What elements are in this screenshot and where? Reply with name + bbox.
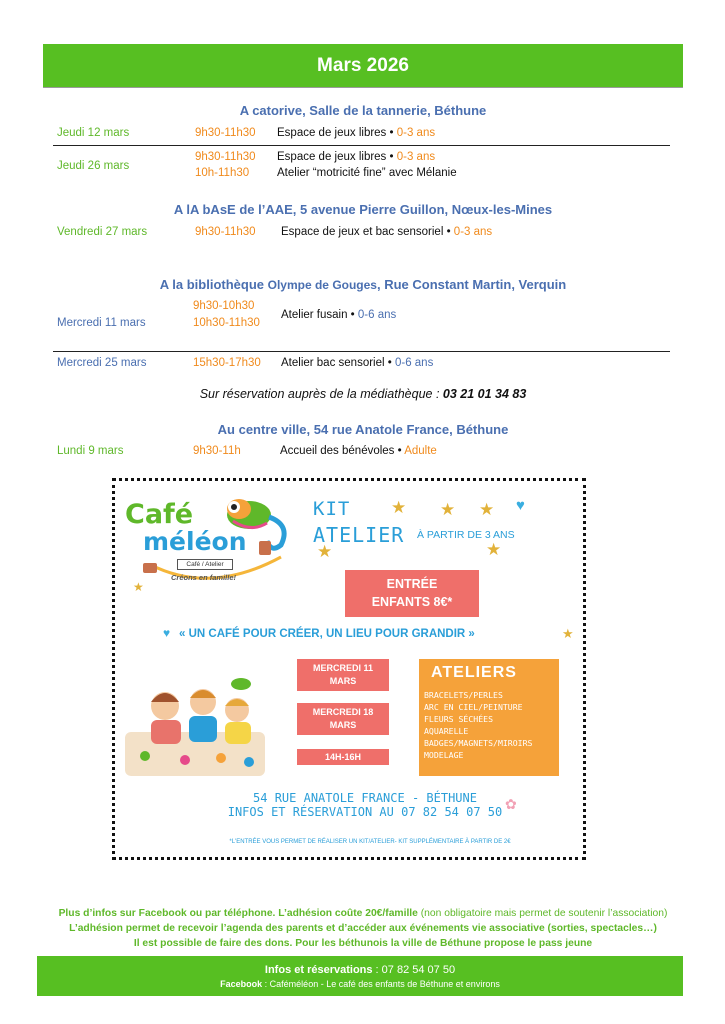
event-date: Jeudi 12 mars [57,127,130,139]
donation-info: Il est possible de faire des dons. Pour les béthunois la ville de Béthune propose le pass jeune [133,938,593,949]
logo-text-cafe: Café [125,499,194,530]
membership-benefits: L’adhésion permet de recevoir l’agenda des parents et d’accéder aux événements vie associative (sorties, spectacles…) [69,923,657,934]
event-age: 0-3 ans [396,127,436,139]
membership-info: Plus d’infos sur Facebook ou par téléphone. L’adhésion coûte 20€/famille (non obligatoire mais permet de soutenir l’association) [58,908,668,919]
address-line: 54 RUE ANATOLE FRANCE - BÉTHUNE [253,791,477,805]
atelier-item: BADGES/MAGNETS/MIROIRS [424,738,533,748]
entry-label: ENTRÉE [386,577,438,591]
event-date: Jeudi 26 mars [57,160,130,172]
event-date: Lundi 9 mars [57,445,124,457]
event-time: 10h30-11h30 [193,317,260,329]
ateliers-title: ATELIERS [431,664,517,681]
hours-badge: 14H-16H [297,749,389,765]
date-badge: MERCREDI 18 MARS [297,703,389,735]
venue-title: A lA bAsE de l’AAE, 5 avenue Pierre Guillon, Nœux-les-Mines [173,202,553,217]
star-icon: ★ [440,500,456,519]
flyer-address [175,791,555,819]
ateliers-box [419,659,559,776]
event-activity: Atelier bac sensoriel • 0-6 ans [281,357,434,369]
event-time: 9h30-11h30 [195,127,256,139]
footer-facebook: Facebook : Caféméléon - Le café des enfants de Béthune et environs [220,979,500,989]
footer-contact: Infos et réservations : 07 82 54 07 50 [264,964,456,976]
event-activity: Accueil des bénévoles • Adulte [280,445,437,457]
event-time: 15h30-17h30 [193,357,261,369]
atelier-title: ATELIER [313,523,405,547]
reservation-note: Sur réservation auprès de la médiathèque : 03 21 01 34 83 [199,387,527,401]
heart-icon: ♥ [163,626,171,640]
atelier-item: BRACELETS/PERLES [424,690,503,700]
event-date: Mercredi 11 mars [57,317,146,329]
age-note: À PARTIR DE 3 ANS [417,529,515,541]
event-time: 9h30-11h30 [195,226,256,238]
divider [53,351,670,352]
event-date: Mercredi 25 mars [57,357,147,369]
date-badge: MERCREDI 11 MARS [297,659,389,691]
event-age: 0-3 ans [453,226,493,238]
cafe-meleon-flyer [112,478,586,860]
star-icon: ★ [391,498,407,517]
footer-bar [37,956,683,996]
heart-icon: ♥ [516,497,525,514]
event-activity: Espace de jeux libres • 0-3 ans [277,127,436,139]
star-icon: ★ [486,540,502,559]
entry-price-badge [345,570,479,617]
event-age: Adulte [404,445,437,457]
children-crafting-illustration [125,676,265,776]
ateliers-list [424,689,532,761]
event-age: 0-3 ans [396,151,436,163]
event-time: 9h30-10h30 [193,300,255,312]
month-header [43,44,683,87]
event-time: 10h-11h30 [195,167,250,179]
contact-line: INFOS ET RÉSERVATION AU 07 82 54 07 50 [227,805,503,819]
event-activity: Espace de jeux et bac sensoriel • 0-3 ans [281,226,493,238]
divider [53,145,670,146]
star-icon: ★ [562,626,574,641]
kit-title: KIT [313,498,351,520]
event-activity: Atelier “motricité fine” avec Mélanie [277,167,457,179]
atelier-item: AQUARELLE [424,726,469,736]
logo-tag: Café / Atelier [177,559,233,570]
logo-slogan: Créons en famille! [171,573,237,582]
event-time: 9h30-11h [193,445,241,457]
atelier-item: ARC EN CIEL/PEINTURE [424,702,523,712]
venue-title: A la bibliothèque Olympe de Gouges, Rue Constant Martin, Verquin [159,277,567,292]
event-age: 0-6 ans [357,309,397,321]
venue-title: Au centre ville, 54 rue Anatole France, Béthune [217,422,509,437]
atelier-item: FLEURS SÉCHÉES [424,714,494,724]
event-activity: Espace de jeux libres • 0-3 ans [277,151,436,163]
star-icon: ★ [133,580,144,594]
reservation-phone: 03 21 01 34 83 [442,387,527,401]
star-icon: ★ [479,500,495,519]
month-title: Mars 2026 [317,54,409,76]
event-activity: Atelier fusain • 0-6 ans [281,309,397,321]
event-age: 0-6 ans [394,357,434,369]
venue-title: A catorive, Salle de la tannerie, Béthune [239,103,487,118]
cafe-meleon-logo [121,487,297,597]
star-icon: ★ [317,542,333,561]
atelier-item: MODELAGE [424,750,464,760]
header-divider [43,87,683,88]
entry-price: ENFANTS 8€* [371,595,453,609]
logo-text-meleon: méléon [143,527,247,556]
event-time: 9h30-11h30 [195,151,256,163]
flyer-fine-print: *L'ENTRÉE VOUS PERMET DE RÉALISER UN KIT/ATELIER- KIT SUPPLÉMENTAIRE À PARTIR DE 2€ [229,839,511,845]
flyer-slogan: « UN CAFÉ POUR CRÉER, UN LIEU POUR GRANDIR » [179,628,475,640]
flower-icon: ✿ [505,796,517,812]
event-date: Vendredi 27 mars [57,226,148,238]
